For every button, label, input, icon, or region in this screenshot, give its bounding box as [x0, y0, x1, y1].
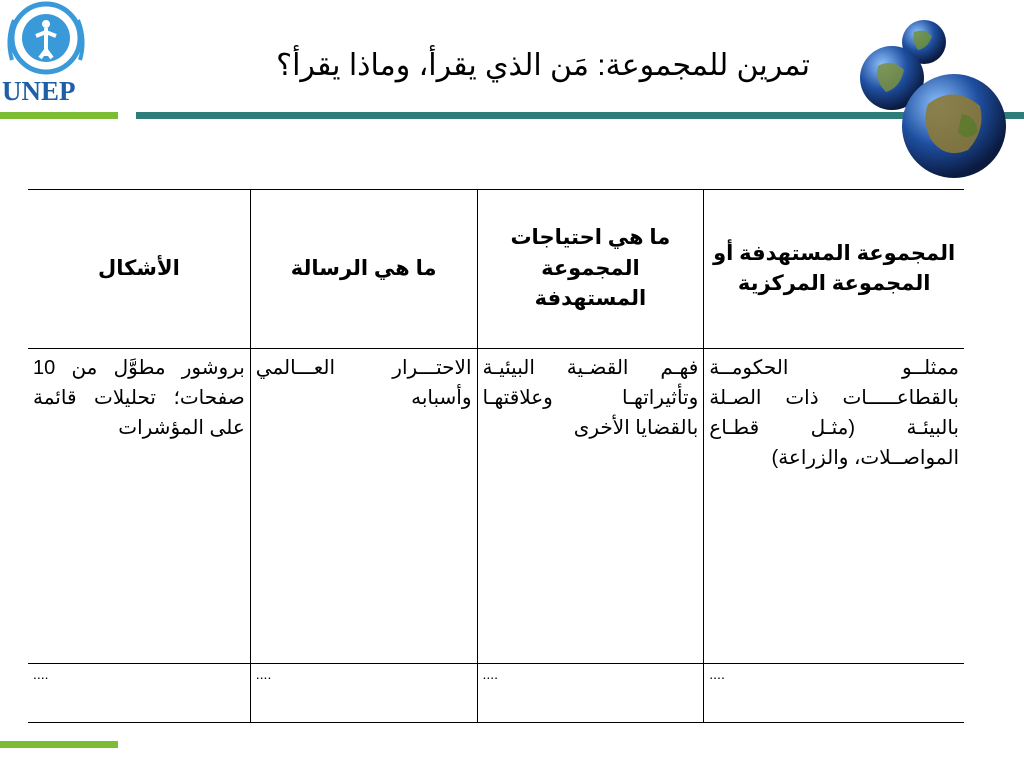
green-bar-bottom [0, 741, 118, 748]
unep-emblem-icon [0, 0, 92, 80]
cell-formats: بروشور مطوَّل من 10 صفحات؛ تحليلات قائمة على المؤشرات [28, 349, 250, 664]
header-message: ما هي الرسالة [250, 190, 477, 349]
header-formats: الأشكال [28, 190, 250, 349]
cell-message: الاحتـــرار العـــالمي وأسبابه [250, 349, 477, 664]
audience-table [28, 189, 964, 723]
table-row [28, 349, 964, 664]
unep-logo [0, 0, 92, 110]
large-globe-icon [902, 74, 1006, 178]
page-title: تمرين للمجموعة: مَن الذي يقرأ، وماذا يقرأ؟ [276, 49, 810, 82]
cell-needs: فهـم القضـية البيئيـة وتأثيراتهـا وعلاقتهـا بالقضايا الأخرى [477, 349, 704, 664]
table-header-row [28, 190, 964, 349]
unep-logo-text: UNEP [2, 76, 76, 106]
table-row [28, 664, 964, 723]
cell-filler: .... [477, 664, 704, 723]
cell-filler: .... [704, 664, 964, 723]
header-target-group: المجموعة المستهدفة أو المجموعة المركزية [704, 190, 964, 349]
cell-filler: .... [250, 664, 477, 723]
globes-image [858, 14, 1008, 184]
header-needs: ما هي احتياجات المجموعة المستهدفة [477, 190, 704, 349]
cell-filler: .... [28, 664, 250, 723]
green-bar-top [0, 112, 118, 119]
cell-target-group: ممثلــو الحكومــة بالقطاعـــــات ذات الصـلة بالبيئـة (مثـل قطـاع المواصــلات، والزراعة) [704, 349, 964, 664]
